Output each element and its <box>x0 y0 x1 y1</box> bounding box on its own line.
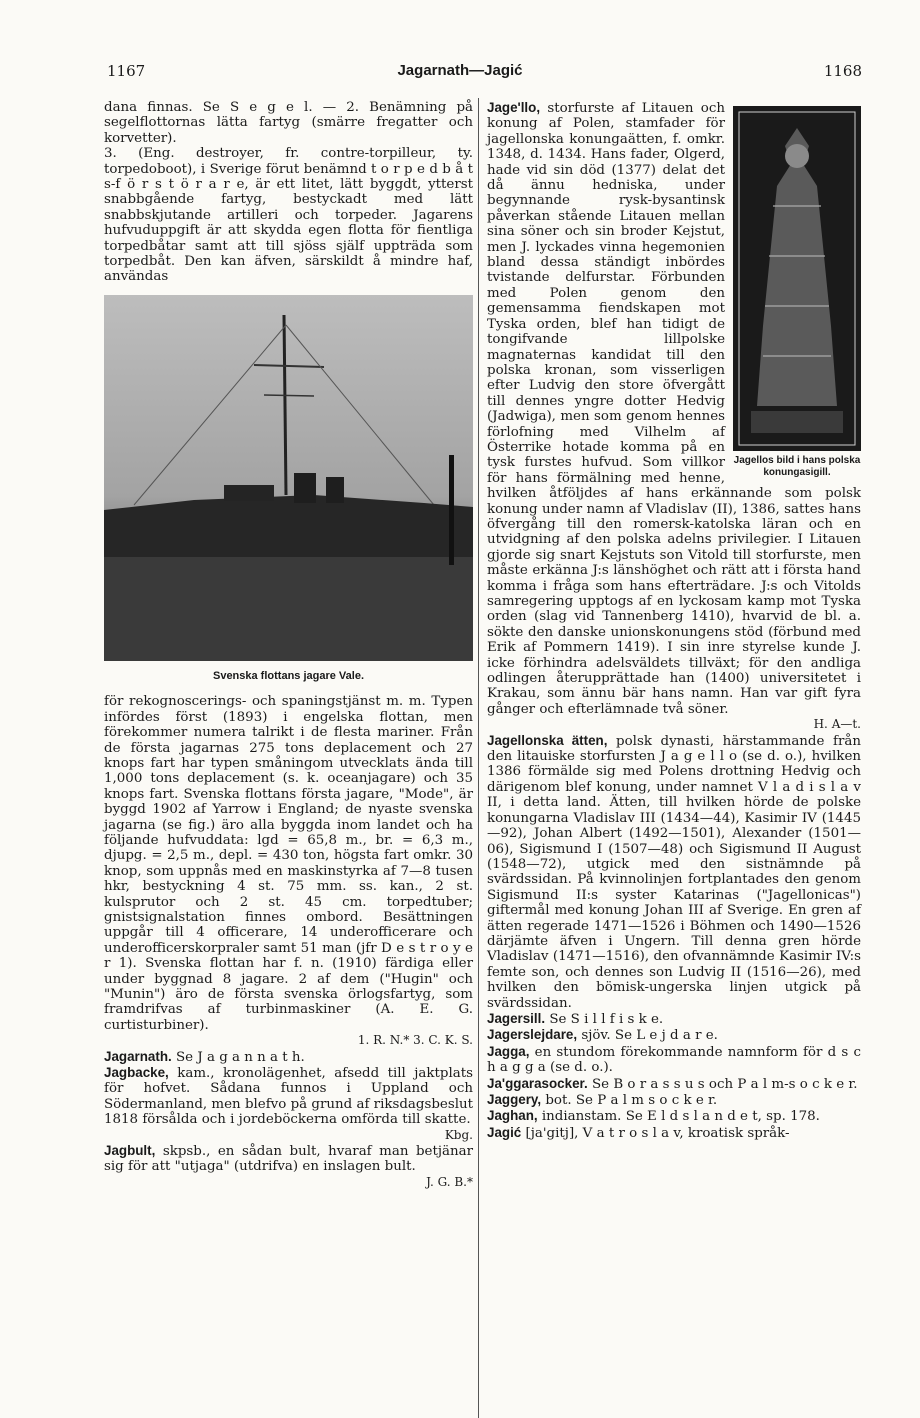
headword: Jagić <box>487 1124 522 1140</box>
entry-jaggarasocker <box>487 1076 861 1092</box>
entry-jagbult <box>104 1143 473 1175</box>
entry-text: Se J a g a n n a t h. <box>175 1049 305 1065</box>
entry-text: en stundom förekommande namnform för d s c h a g g a (se d. o.). <box>487 1044 861 1076</box>
signature: H. A—t. <box>813 717 861 732</box>
ship-figure <box>104 295 473 684</box>
running-title: Jagarnath—Jagić <box>397 62 523 79</box>
entry-jagersill <box>487 1011 861 1027</box>
entry-text: skpsb., en sådan bult, hvaraf man betjänar sig för att "utjaga" (utdrifva) en inslagen bult. <box>104 1144 473 1175</box>
headword: Jagerslejdare, <box>487 1027 578 1043</box>
right-column <box>487 100 861 1141</box>
headword: Jagarnath. <box>104 1048 172 1064</box>
headword: Jagbult, <box>104 1143 156 1159</box>
page-number-left: 1167 <box>107 62 146 80</box>
entry-jaghan <box>487 1108 861 1124</box>
signature: Kbg. <box>444 1127 473 1142</box>
signature: J. G. B.* <box>426 1174 473 1189</box>
entry-text: storfurste af Litauen och konung af Polen, stamfader för jagellonska konungaätten, f. omkr. 1348, d. 1434. Hans fader, Olgerd, hade vid sin död (1377) delat det då ännu hedniska, under begynnande rysk-bysantinsk påverkan stående Litauen mellan sina söner och sin broder Kejstut, men J. lyckades vinna hegemonien bland dessa ständigt inbördes tvistande delfurstar. Förbunden med Polen genom den gemensamma fiendskapen mot Tyska orden, blef han tidigt de tongifvande lillpolske magnaternas kandidat till den polska kronan, som visserligen efter Ludvig den store öfvergått till dennes yngre dotter Hedvig (Jadwiga), men som genom hennes förlofning med Vilhelm af Österrike hotade komma på en tysk furstes hufvud. Som villkor för hans förmälning med henne, hvilken åtföljdes af hans erkännande som polsk konung under namn af Vladislav (II), 1386, sattes hans öfvergång till den romersk-katolska läran och en utvidgning af den polska adelns privilegier. I Litauen gjorde sig snart Kejstuts son Vitold till storfurste, men måste erkänna J:s länshöghet och rätt att i första hand komma i fråga som hans efterträdare. J:s och Vitolds samregering upptogs af en lyckosam kamp mot Tyska orden (slag vid Tannenberg 1410), hvarvid de bl. a. sökte den danske unionskonungens stöd (förbund med Erik af Pommern 1419). I sin inre styrelse kunde J. icke förhindra adelsväldets tillväxt; för den andliga odlingen återupprättade han (1400) universitetet i Krakau, som ännu bär hans namn. Han var gift fyra gånger och efterlämnade två söner. <box>487 101 861 717</box>
entry-text: [ja'gitj], V a t r o s l a v, kroatisk språk- <box>525 1125 790 1141</box>
paragraph-intro: dana finnas. Se S e g e l. — 2. Benämning på segelflottornas lätta fartyg (smärre fregatter och korvetter). <box>104 100 473 146</box>
entry-text: kam., kronolägenhet, afsedd till jaktplats för hofvet. Sådana funnos i Uppland och Södermanland, men blefvo på grund af riksdagsbeslut 1818 försålda och i jordeböckerna omförda till skatte. <box>104 1066 473 1128</box>
headword: Ja'ggarasocker. <box>487 1075 588 1091</box>
entry-text: sjöv. Se L e j d a r e. <box>581 1028 718 1044</box>
entry-jagellonska <box>487 733 861 1011</box>
photo-caption: Svenska flottans jagare Vale. <box>212 669 365 682</box>
seal-figure <box>733 106 861 479</box>
headword: Jage'llo, <box>487 100 541 115</box>
headword: Jagga, <box>487 1043 530 1059</box>
seal-image <box>733 106 861 451</box>
page-number-right: 1168 <box>823 62 862 80</box>
entry-text: Se S i l l f i s k e. <box>549 1011 664 1027</box>
headword: Jaghan, <box>487 1108 538 1124</box>
headword: Jaggery, <box>487 1092 542 1107</box>
paragraph-definition-3: 3. (Eng. destroyer, fr. contre-torpilleur, ty. torpedoboot), i Sverige förut benämnd t o r p e d b å t s-f ö r s t ö r a r e, är ett litet, lätt byggdt, ytterst snabbgående fartyg, bestyckadt med lätt snabbskjutande artilleri och torpeder. Jagarens hufvuduppgift är att skydda egen flotta för fientliga torpedbåtar samt att till sjöss själf uppträda som torpedbåt. Den kan äfven, särskildt å mindre haf, användas <box>104 146 473 285</box>
paragraph-continuation: för rekognoscerings- och spaningstjänst m. m. Typen infördes först (1893) i engelska flottan, men förekommer numera talrikt i de flesta mariner. Från de första jagarnas 275 tons deplacement och 27 knops fart har typen småningom utvecklats ända till 1,000 tons deplacement (s. k. oceanjagare) och 35 knops fart. Svenska flottans första jagare, "Mode", är byggd 1902 af Yarrow i England; de nyaste svenska jagarna (se fig.) äro alla byggda inom landet och ha följande hufvuddata: lgd = 65,8 m., br. = 6,3 m., djupg. = 2,5 m., depl. = 430 ton, högsta fart omkr. 30 knop, som uppnås med en maskinstyrka af 7—8 tusen hkr, bestyckning 4 st. 75 mm. ss. kan., 2 st. kulsprutor och 2 st. 45 cm. torpedtuber; gnistsignalstation finnes ombord. Besättningen uppgår till 4 officerare, 14 underofficerare och underofficerskorpraler samt 51 man (jfr D e s t r o y e r 1). Svenska flottan har f. n. (1910) färdiga eller under byggnad 8 jagare. 2 af dem ("Hugin" och "Munin") äro de första svenska örlogsfartyg, som framdrifvas af turbinmaskiner (A. E. G. curtisturbiner). <box>104 694 473 1033</box>
entry-text: bot. Se P a l m s o c k e r. <box>545 1093 718 1108</box>
ship-photo <box>104 295 473 661</box>
entry-jagerslejdare <box>487 1027 861 1043</box>
entry-jaggery <box>487 1092 861 1108</box>
entry-jagic <box>487 1125 861 1141</box>
headword: Jagersill. <box>487 1010 546 1026</box>
entry-jagarnath <box>104 1049 473 1065</box>
signature: 1. R. N.* 3. C. K. S. <box>357 1033 473 1048</box>
entry-jagga <box>487 1044 861 1076</box>
entry-text: Se B o r a s s u s och P a l m-s o c k e r. <box>591 1076 858 1092</box>
entry-text: indianstam. Se E l d s l a n d e t, sp. 178. <box>541 1109 820 1125</box>
entry-text: polsk dynasti, härstammande från den litauiske storfursten J a g e l l o (se d. o.), hvilken 1386 förmälde sig med Polens drottning Hedvig och därigenom blef konung, under namnet V l a d i s l a v II, i detta land. Ätten, till hvilken hörde de polske konungarna Vladislav III (1434—44), Kasimir IV (1445—92), Johan Albert (1492—1501), Alexander (1501—06), Sigismund I (1507—48) och Sigismund II August (1548—72), utgick med den sistnämnde på svärdssidan. På kvinnolinjen fortplantades den genom Sigismund II:s syster Katarinas ("Jagellonicas") giftermål med konung Johan III af Sverige. En gren af ätten regerade 1471—1526 i Böhmen och 1490—1526 därjämte äfven i Ungern. Till denna gren hörde Vladislav (1471—1516), den ofvannämnde Kasimir IV:s femte son, och dennes son Ludvig II (1516—26), med hvilken den bömisk-ungerska linjen utgick på svärdssidan. <box>487 733 861 1011</box>
left-column <box>104 100 473 1190</box>
seal-caption: Jagellos bild i hans polska konungasigill. <box>733 455 861 478</box>
headword: Jagellonska ätten, <box>487 732 608 748</box>
entry-jagbacke <box>104 1065 473 1128</box>
headword: Jagbacke, <box>104 1065 169 1081</box>
